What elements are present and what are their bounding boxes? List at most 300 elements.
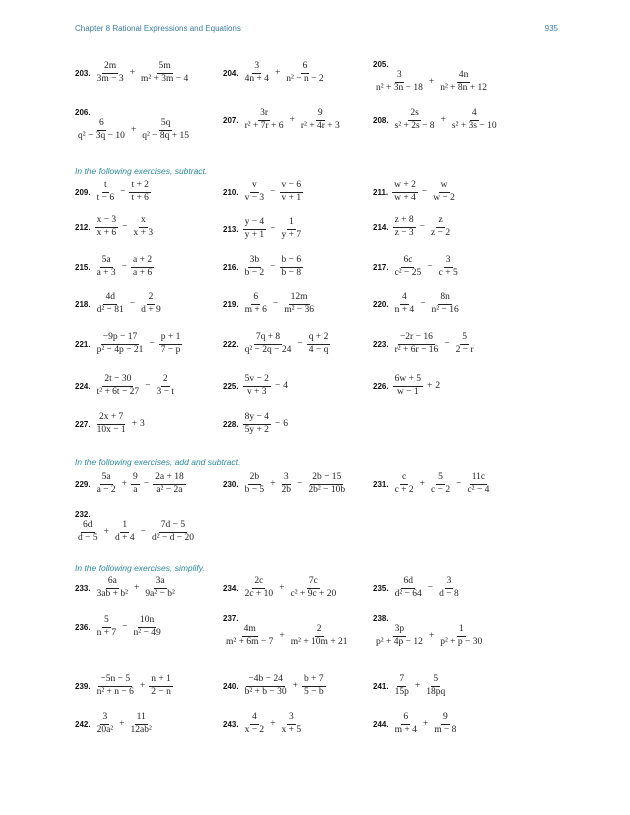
- numerator: 9: [316, 109, 325, 121]
- fraction: [76, 119, 127, 141]
- exercise-item: [373, 181, 458, 203]
- exercise-item: [373, 577, 462, 599]
- numerator: −2r − 16: [398, 333, 435, 345]
- exercise-expression: [392, 293, 462, 315]
- numerator: v: [250, 181, 259, 193]
- denominator: 9a² − b²: [145, 588, 175, 599]
- fraction: [289, 577, 339, 599]
- numerator: 5: [102, 616, 111, 628]
- operator: +: [129, 68, 135, 78]
- fraction: [224, 625, 275, 647]
- exercise-number: 243.: [223, 719, 239, 729]
- exercise-number: 210.: [223, 187, 239, 197]
- operator: +: [440, 115, 446, 125]
- exercise-item: [373, 675, 448, 697]
- exercise-item: [373, 375, 440, 397]
- operator: −: [122, 622, 128, 632]
- denominator: a + 6: [133, 267, 153, 278]
- exercise-expression: [94, 616, 164, 638]
- exercise-item: [223, 293, 317, 315]
- denominator: z − 2: [431, 227, 451, 238]
- denominator: t² + 6t − 27: [96, 386, 140, 397]
- numerator: 1: [457, 625, 466, 637]
- exercise-expression: [94, 293, 164, 315]
- constant-term: 3: [140, 419, 145, 429]
- denominator: x − 2: [244, 724, 265, 735]
- exercise-expression: [242, 256, 305, 278]
- fraction: [393, 109, 437, 131]
- exercise-number: 224.: [75, 381, 91, 391]
- exercise-number: 232.: [75, 510, 91, 519]
- denominator: d² − 64: [394, 588, 422, 599]
- exercise-item: [373, 109, 500, 131]
- numerator: 4d: [103, 293, 117, 305]
- exercise-number: 209.: [75, 187, 91, 197]
- operator: +: [121, 479, 128, 489]
- exercise-number: 203.: [75, 68, 91, 78]
- numerator: 3: [445, 577, 454, 589]
- exercise-expression: [391, 181, 458, 203]
- denominator: c − 2: [431, 484, 451, 495]
- exercise-expression: [242, 62, 327, 84]
- exercise-expression: [94, 256, 156, 278]
- numerator: 2b: [248, 473, 262, 485]
- exercise-expression: [373, 625, 485, 647]
- denominator: m − 8: [434, 724, 457, 735]
- fraction: [131, 256, 154, 278]
- operator: −: [149, 339, 155, 349]
- exercise-item: [373, 473, 492, 495]
- operator: −: [274, 381, 281, 391]
- denominator: 4n + 4: [244, 73, 269, 84]
- exercise-number: 227.: [75, 419, 91, 429]
- denominator: c² − 4: [467, 484, 490, 495]
- fraction: [149, 675, 173, 697]
- fraction: [302, 675, 326, 697]
- exercise-expression: [392, 256, 461, 278]
- fraction: [155, 375, 177, 397]
- numerator: 11c: [470, 473, 487, 485]
- exercise-number: 239.: [75, 681, 91, 691]
- fraction: [132, 616, 163, 638]
- numerator: 5v − 2: [243, 375, 271, 387]
- numerator: 11: [135, 713, 148, 725]
- denominator: v − 3: [244, 192, 265, 203]
- exercise-number: 214.: [373, 222, 389, 232]
- operator: +: [270, 479, 276, 489]
- denominator: a + 3: [96, 267, 116, 278]
- fraction: [465, 473, 491, 495]
- denominator: 10x − 1: [96, 424, 126, 435]
- fraction: [95, 713, 116, 735]
- operator: +: [131, 419, 138, 429]
- exercise-number: 208.: [373, 115, 389, 125]
- operator: +: [414, 681, 421, 691]
- numerator: w + 2: [392, 181, 418, 193]
- exercise-expression: [392, 375, 441, 397]
- operator: −: [421, 187, 428, 197]
- operator: −: [140, 527, 146, 537]
- numerator: 2: [315, 625, 324, 637]
- fraction: [280, 256, 304, 278]
- numerator: 5: [460, 333, 469, 345]
- exercise-expression: [223, 625, 351, 647]
- numerator: 4m: [242, 625, 258, 637]
- fraction: [280, 473, 294, 495]
- operator: +: [119, 719, 125, 729]
- denominator: 18pq: [426, 686, 446, 697]
- fraction: [429, 473, 452, 495]
- denominator: n + 4: [394, 304, 415, 315]
- exercise-number: 235.: [373, 583, 389, 593]
- denominator: n² + 3n − 18: [376, 82, 423, 93]
- exercise-expression: [94, 473, 187, 495]
- exercise-number: 233.: [75, 583, 91, 593]
- numerator: 1: [120, 521, 129, 533]
- exercise-item: [373, 60, 490, 93]
- denominator: c² + 9c + 20: [290, 588, 337, 599]
- exercise-item: [75, 473, 187, 495]
- exercise-expression: [94, 413, 145, 435]
- numerator: 2t − 30: [102, 375, 133, 387]
- fraction: [243, 375, 271, 397]
- denominator: z − 3: [394, 227, 414, 238]
- section-subtract-heading: In the following exercises, subtract.: [75, 166, 208, 176]
- numerator: 6: [401, 713, 410, 725]
- fraction: [129, 181, 151, 203]
- numerator: 3: [100, 713, 109, 725]
- fraction: [284, 62, 325, 84]
- exercise-item: [75, 616, 164, 638]
- denominator: r² + 4r + 3: [300, 120, 340, 131]
- numerator: 8y − 4: [243, 413, 271, 425]
- exercise-number: 229.: [75, 479, 91, 489]
- chapter-header: Chapter 8 Rational Expressions and Equations: [75, 24, 241, 33]
- fraction: [95, 256, 118, 278]
- numerator: 4: [400, 293, 409, 305]
- numerator: 3: [444, 256, 453, 268]
- exercise-item: [75, 675, 174, 697]
- denominator: m + 4: [394, 724, 417, 735]
- exercise-number: 212.: [75, 222, 91, 232]
- denominator: y + 1: [244, 229, 265, 240]
- denominator: 2 − r: [455, 344, 474, 355]
- exercise-expression: [94, 577, 178, 599]
- numerator: t: [102, 181, 109, 193]
- denominator: d + 4: [114, 532, 135, 543]
- numerator: 6c: [401, 256, 414, 268]
- fraction: [393, 293, 417, 315]
- numerator: 6: [97, 119, 106, 131]
- denominator: m² + 10m + 21: [290, 636, 348, 647]
- exercise-item: [223, 181, 304, 203]
- fraction: [393, 473, 416, 495]
- fraction: [430, 293, 461, 315]
- numerator: q + 2: [307, 333, 331, 345]
- exercise-expression: [94, 713, 155, 735]
- fraction: [243, 256, 267, 278]
- fraction: [243, 577, 276, 599]
- numerator: 4n: [457, 71, 471, 83]
- denominator: m² − 36: [284, 304, 315, 315]
- exercise-item: [223, 473, 348, 495]
- operator: +: [274, 68, 281, 78]
- denominator: n² + 8n + 12: [440, 82, 488, 93]
- fraction: [95, 216, 119, 238]
- numerator: z + 8: [393, 216, 416, 228]
- exercise-expression: [242, 675, 327, 697]
- fraction: [243, 713, 267, 735]
- exercise-item: [223, 375, 288, 397]
- exercise-expression: [94, 333, 184, 355]
- denominator: c + 2: [394, 484, 414, 495]
- denominator: p² − 4p − 21: [96, 344, 144, 355]
- numerator: 3b: [248, 256, 262, 268]
- numerator: 2b − 15: [310, 473, 343, 485]
- numerator: b + 7: [302, 675, 326, 687]
- numerator: 6: [251, 293, 260, 305]
- exercise-number: 223.: [373, 339, 389, 349]
- denominator: d² − d − 20: [151, 532, 195, 543]
- exercise-number: 221.: [75, 339, 91, 349]
- numerator: 3: [287, 713, 296, 725]
- denominator: 3 − t: [156, 386, 175, 397]
- numerator: −4b − 24: [246, 675, 284, 687]
- denominator: 5y + 2: [244, 424, 269, 435]
- exercise-expression: [392, 675, 449, 697]
- exercise-item: [75, 713, 155, 735]
- numerator: 2x + 7: [97, 413, 125, 425]
- exercise-expression: [94, 62, 192, 84]
- numerator: 6d: [401, 577, 415, 589]
- denominator: 3m − 3: [96, 73, 124, 84]
- denominator: a − 2: [96, 484, 116, 495]
- numerator: 7: [397, 675, 406, 687]
- denominator: 20a²: [96, 724, 114, 735]
- exercise-expression: [242, 218, 305, 240]
- operator: −: [427, 262, 433, 272]
- numerator: 7d − 5: [159, 521, 187, 533]
- exercise-item: [75, 510, 197, 543]
- fraction: [450, 109, 499, 131]
- operator: −: [272, 299, 279, 309]
- operator: +: [279, 631, 285, 641]
- constant-term: 6: [283, 419, 289, 429]
- fraction: [95, 413, 128, 435]
- operator: −: [297, 339, 303, 349]
- fraction: [280, 181, 304, 203]
- numerator: 1: [287, 218, 296, 230]
- denominator: m² + 3m − 4: [140, 73, 189, 84]
- fraction: [129, 713, 154, 735]
- denominator: b − 2: [244, 267, 265, 278]
- numerator: 5m: [157, 62, 173, 74]
- operator: −: [419, 222, 426, 232]
- fraction: [393, 333, 441, 355]
- numerator: −9p − 17: [101, 333, 139, 345]
- fraction: [243, 181, 267, 203]
- denominator: w + 4: [394, 192, 416, 203]
- numerator: 7c: [307, 577, 320, 589]
- operator: −: [120, 187, 126, 197]
- denominator: q² − 2q − 24: [244, 344, 292, 355]
- operator: +: [270, 719, 276, 729]
- numerator: 4: [250, 713, 259, 725]
- operator: −: [129, 299, 136, 309]
- numerator: t + 2: [129, 181, 151, 193]
- operator: −: [121, 262, 128, 272]
- exercise-item: [373, 256, 461, 278]
- exercise-item: [75, 108, 192, 141]
- denominator: r² + 7r + 6: [244, 120, 284, 131]
- operator: +: [428, 631, 435, 641]
- fraction: [243, 473, 267, 495]
- fraction: [243, 293, 269, 315]
- numerator: w: [439, 181, 450, 193]
- exercise-item: [75, 375, 177, 397]
- denominator: 2c + 10: [244, 588, 274, 599]
- denominator: n + 7: [96, 627, 117, 638]
- operator: +: [292, 681, 299, 691]
- exercise-expression: [94, 375, 177, 397]
- denominator: r² + 6r − 16: [394, 344, 439, 355]
- numerator: y − 4: [243, 218, 267, 230]
- fraction: [243, 62, 271, 84]
- exercise-item: [75, 62, 191, 84]
- numerator: 3: [252, 62, 261, 74]
- constant-term: 4: [283, 381, 289, 391]
- fraction: [307, 333, 331, 355]
- numerator: z: [436, 216, 444, 228]
- fraction: [438, 71, 489, 93]
- exercise-expression: [75, 119, 192, 141]
- denominator: 2b: [281, 484, 292, 495]
- numerator: 10n: [138, 616, 156, 628]
- operator: +: [289, 115, 295, 125]
- numerator: n + 1: [149, 675, 173, 687]
- denominator: x + 5: [281, 724, 302, 735]
- exercise-number: 222.: [223, 339, 239, 349]
- fraction: [424, 675, 447, 697]
- operator: −: [143, 479, 150, 489]
- numerator: 5: [431, 675, 440, 687]
- fraction: [393, 216, 416, 238]
- exercise-expression: [392, 577, 462, 599]
- denominator: n² − 16: [431, 304, 459, 315]
- fraction: [95, 616, 119, 638]
- denominator: d − 8: [439, 588, 459, 599]
- numerator: 2c: [252, 577, 265, 589]
- fraction: [243, 675, 289, 697]
- numerator: 8n: [438, 293, 452, 305]
- denominator: m + 6: [244, 304, 267, 315]
- exercise-item: [373, 614, 485, 647]
- exercise-item: [223, 413, 288, 435]
- numerator: 6a: [106, 577, 119, 589]
- denominator: v + 1: [281, 192, 302, 203]
- denominator: n² + n − 6: [96, 686, 134, 697]
- numerator: 6w + 5: [393, 375, 423, 387]
- exercise-item: [75, 577, 178, 599]
- numerator: 3: [282, 473, 291, 485]
- fraction: [454, 333, 476, 355]
- exercise-expression: [242, 577, 340, 599]
- numerator: 5a: [100, 256, 113, 268]
- operator: +: [419, 479, 426, 489]
- denominator: n² − n − 2: [286, 73, 324, 84]
- denominator: y + 7: [281, 229, 302, 240]
- fraction: [95, 181, 117, 203]
- fraction: [438, 625, 484, 647]
- exercise-item: [373, 713, 459, 735]
- denominator: 2 − n: [151, 686, 171, 697]
- exercise-expression: [94, 181, 152, 203]
- operator: −: [297, 479, 303, 489]
- page-number: 935: [544, 24, 558, 33]
- operator: −: [270, 187, 276, 197]
- fraction: [140, 119, 191, 141]
- denominator: w − 2: [433, 192, 455, 203]
- denominator: p² + p − 30: [440, 636, 483, 647]
- exercise-number: 206.: [75, 108, 91, 117]
- exercise-number: 204.: [223, 68, 239, 78]
- fraction: [95, 473, 118, 495]
- numerator: 5a: [100, 473, 113, 485]
- fraction: [289, 625, 350, 647]
- exercise-number: 237.: [223, 614, 239, 623]
- denominator: w − 1: [396, 386, 419, 397]
- fraction: [393, 577, 424, 599]
- denominator: s² + 2s − 8: [394, 120, 435, 131]
- exercise-number: 236.: [75, 622, 91, 632]
- exercise-expression: [242, 473, 349, 495]
- exercise-number: 228.: [223, 419, 239, 429]
- denominator: q² − 3q − 10: [78, 130, 125, 141]
- fraction: [374, 71, 425, 93]
- exercise-expression: [94, 216, 157, 238]
- denominator: p² + 4p − 12: [376, 636, 423, 647]
- numerator: 2a + 18: [153, 473, 186, 485]
- operator: +: [103, 527, 109, 537]
- fraction: [393, 675, 411, 697]
- fraction: [143, 577, 177, 599]
- exercise-expression: [242, 333, 332, 355]
- operator: −: [420, 299, 426, 309]
- fraction: [95, 675, 136, 697]
- operator: +: [130, 125, 137, 135]
- fraction: [132, 216, 156, 238]
- fraction: [95, 62, 126, 84]
- exercise-item: [223, 614, 351, 647]
- fraction: [243, 333, 294, 355]
- denominator: 7 − p: [160, 344, 181, 355]
- numerator: 3r: [258, 109, 270, 121]
- fraction: [306, 473, 347, 495]
- denominator: 4 − q: [308, 344, 329, 355]
- fraction: [432, 713, 458, 735]
- exercise-number: 205.: [373, 60, 389, 69]
- exercise-expression: [392, 473, 493, 495]
- fraction: [393, 375, 423, 397]
- numerator: 2s: [408, 109, 420, 121]
- fraction: [282, 293, 316, 315]
- exercise-expression: [392, 333, 477, 355]
- fraction: [95, 293, 126, 315]
- denominator: c + 5: [438, 267, 458, 278]
- exercise-expression: [392, 216, 454, 238]
- exercise-item: [75, 413, 145, 435]
- numerator: a + 2: [131, 256, 154, 268]
